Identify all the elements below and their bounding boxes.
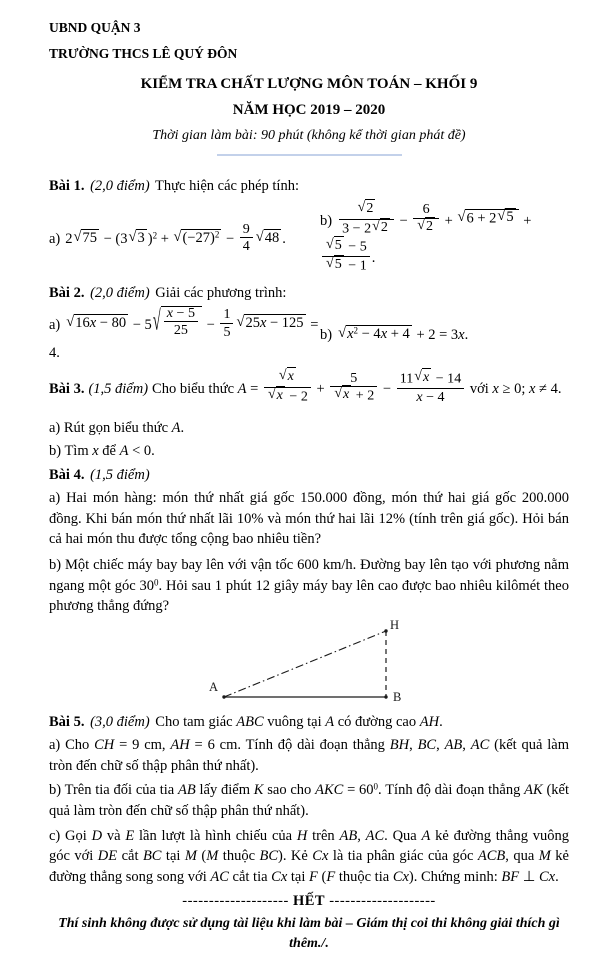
equation-1a-label: a) — [49, 231, 61, 248]
point-b-label: B — [393, 689, 402, 704]
problem-5-heading — [49, 712, 569, 733]
point-a-label: A — [209, 679, 219, 694]
problem-1-number: Bài 1. — [49, 178, 85, 194]
equation-2a-label: a) — [49, 316, 61, 333]
problem-1-equations — [49, 198, 569, 278]
problem-4-part-b: b) Một chiếc máy bay bay lên với vận tốc 600 km/h. Đường bay lên tạo với phương nằm ngang một góc $30^0$. Hỏi sau 1 phút 12 giây máy bay lên cao được bao nhiêu kilômét theo phương thẳng đứng? — [49, 557, 569, 615]
problem-5-part-a: a) Cho CH = 9 cm, AH = 6 cm. Tính độ dài đoạn thẳng BH, BC, AB, AC (kết quả làm tròn đến chữ số thập phân thứ nhất). — [49, 737, 570, 774]
problem-3-number: Bài 3. — [49, 381, 85, 398]
problem-3-body: Cho biểu thức A = √ x √ x − 2 + 5 √ x + 2 − 11 √ x − 14 x − 4 với x ≥ 0; x ≠ 4. — [152, 366, 562, 405]
problem-4-points: (1,5 điểm) — [90, 466, 150, 483]
equation-2b-math: √ $x^2 - 4x + 4$ + 2 = 3x. — [338, 324, 469, 344]
problem-2-number: Bài 2. — [49, 285, 85, 302]
end-divider-het: HẾT — [292, 893, 326, 910]
equation-1b-math: √ 2 3 − 2 √ 2 − 6 √ 2 + √ 6 + 2 √ 5 + √ 5 − 5 √ 5 − 1 . — [320, 213, 531, 266]
flight-path-line — [224, 631, 386, 697]
problem-5-number: Bài 5. — [49, 713, 85, 730]
problem-2-equations — [49, 304, 569, 364]
equation-2b — [320, 325, 569, 346]
org-line-2: TRƯỜNG THCS LÊ QUÝ ĐÔN — [49, 46, 238, 61]
equation-1b — [320, 198, 569, 278]
end-divider-dashes-left: -------------------- — [182, 893, 289, 910]
problem-1-points: (2,0 điểm) — [90, 178, 150, 194]
equation-1b-label: b) — [320, 212, 333, 229]
problem-2-heading — [49, 283, 569, 304]
problem-4-number: Bài 4. — [49, 466, 85, 483]
school-year: NĂM HỌC 2019 – 2020 — [232, 102, 386, 118]
equation-2a — [49, 304, 320, 364]
problem-2-desc: Giải các phương trình: — [155, 285, 287, 302]
point-h-label: H — [390, 617, 400, 632]
point-h-dot — [384, 629, 387, 632]
problem-5-part-c: c) Gọi D và E lần lượt là hình chiếu của H trên AB, AC. Qua A kẻ đường thẳng vuông góc với DE cắt BC tại M (M thuộc BC). Kẻ Cx là tia phân giác của góc ACB, qua M kẻ đường thẳng song song với AC cắt tia Cx tại F (F thuộc tia Cx). Chứng minh: BF ⊥ Cx. — [49, 827, 569, 885]
org-line-1: UBND QUẬN 3 — [49, 20, 141, 35]
end-divider — [49, 891, 569, 912]
problem-4-part-a: a) Hai món hàng: món thứ nhất giá gốc 150.000 đồng, món thứ hai giá gốc 200.000 đồng. Khi bán món thứ nhất lãi 10% và món thứ hai lãi 12% (tính trên giá gốc). Hỏi bán cả hai món thu được tổng cộng bao nhiêu tiền? — [49, 490, 569, 548]
time-note: Thời gian làm bài: 90 phút (không kể thời gian phát đề) — [152, 128, 466, 143]
problem-5-lead: Cho tam giác ABC vuông tại A có đường cao AH. — [155, 713, 443, 730]
exam-title: KIỂM TRA CHẤT LƯỢNG MÔN TOÁN – KHỐI 9 — [140, 76, 478, 92]
problem-5-part-b: b) Trên tia đối của tia AB lấy điểm K sao cho AKC = $60^0$. Tính độ dài đoạn thẳng AK (kết quả làm tròn đến chữ số thập phân thứ nhất). — [49, 781, 569, 820]
problem-3-points: (1,5 điểm) — [88, 381, 149, 398]
footer-note: Thí sinh không được sử dụng tài liệu khi làm bài – Giám thị coi thi không giải thích gì thêm./. — [58, 915, 560, 951]
problem-1-heading — [49, 176, 569, 197]
triangle-diagram — [49, 619, 569, 711]
problem-2-points: (2,0 điểm) — [90, 285, 150, 302]
problem-3-heading — [49, 366, 569, 410]
problem-4-heading — [49, 465, 569, 486]
equation-1a — [49, 220, 320, 257]
problem-3-question-a: a) Rút gọn biểu thức A. — [49, 419, 185, 436]
problem-1-desc: Thực hiện các phép tính: — [155, 178, 299, 194]
equation-2a-math: √ 16x − 80 − 5 √ $\frac{x - 5}{25}$ − $\frac{1}{5}$ √ 25x − 125 = 4. — [49, 304, 319, 361]
equation-2b-label: b) — [320, 327, 333, 344]
header-divider — [217, 154, 402, 156]
equation-1a-math: 2 √ 75 − (3 √ 3 )$^2$ + √ $(-27)^2$ − $\frac{9}{4}$ √ 48 . — [65, 220, 286, 255]
point-b-dot — [384, 695, 387, 698]
end-divider-dashes-right: -------------------- — [329, 893, 436, 910]
problem-5-points: (3,0 điểm) — [90, 713, 150, 730]
point-a-dot — [222, 695, 225, 698]
problem-3-question-b: b) Tìm x để A < 0. — [49, 443, 155, 460]
